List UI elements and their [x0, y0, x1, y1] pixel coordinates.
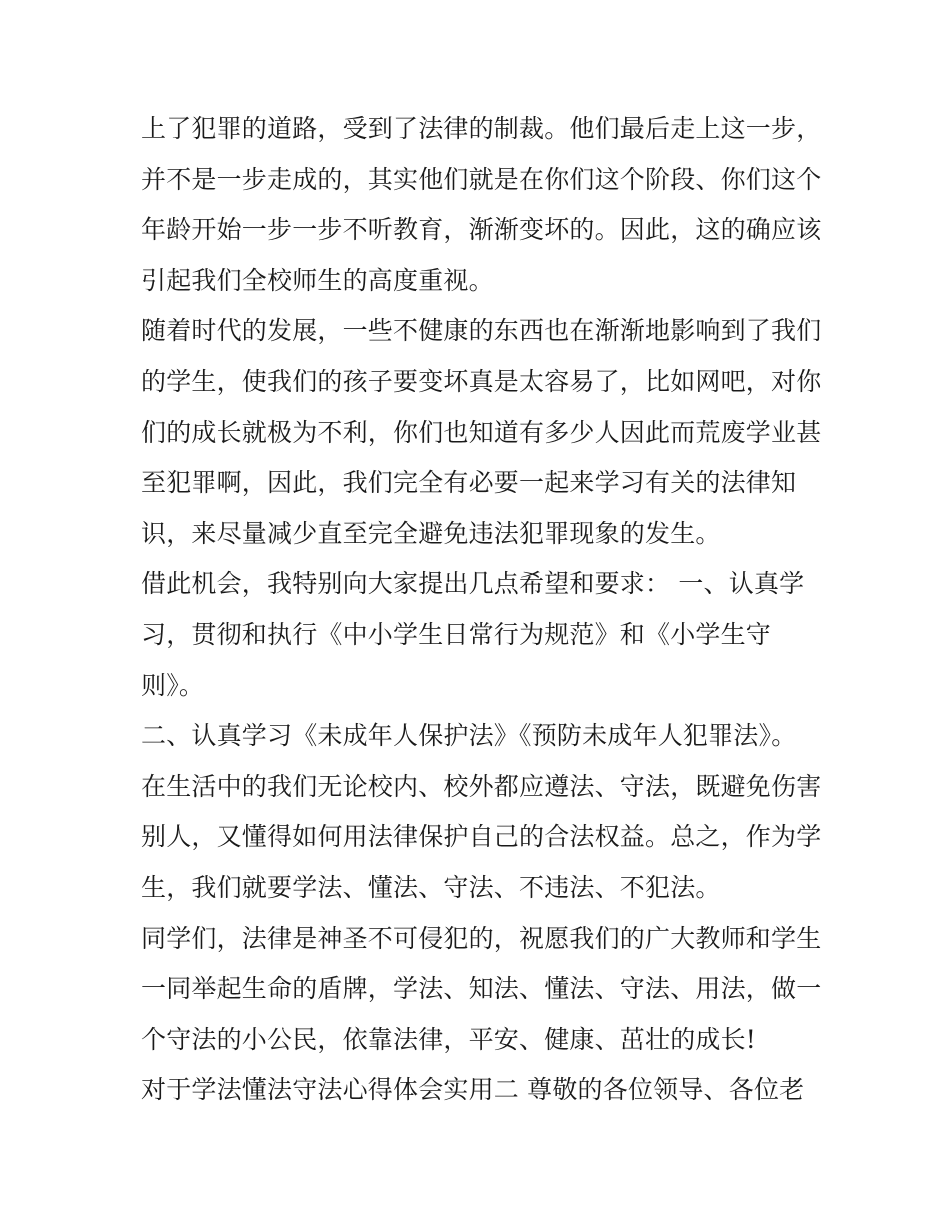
- text-line-7: 们的成长就极为不利，你们也知道有多少人因此而荒废学业甚: [141, 417, 822, 447]
- text-line-2: 并不是一步走成的，其实他们就是在你们这个阶段、你们这个: [141, 164, 822, 194]
- text-line-17: 同学们，法律是神圣不可侵犯的，祝愿我们的广大教师和学生: [141, 923, 822, 953]
- text-line-19: 个守法的小公民，依靠法律，平安、健康、茁壮的成长!: [141, 1024, 757, 1054]
- text-line-15: 别人，又懂得如何用法律保护自己的合法权益。总之，作为学: [141, 822, 822, 852]
- text-line-8: 至犯罪啊，因此，我们完全有必要一起来学习有关的法律知: [141, 468, 797, 498]
- text-line-14: 在生活中的我们无论校内、校外都应遵法、守法，既避免伤害: [141, 771, 822, 801]
- text-line-18: 一同举起生命的盾牌，学法、知法、懂法、守法、用法，做一: [141, 974, 822, 1004]
- text-line-3: 年龄开始一步一步不听教育，渐渐变坏的。因此，这的确应该: [141, 215, 822, 245]
- text-line-4: 引起我们全校师生的高度重视。: [141, 265, 494, 295]
- text-line-5: 随着时代的发展，一些不健康的东西也在渐渐地影响到了我们: [141, 316, 822, 346]
- text-line-6: 的学生，使我们的孩子要变坏真是太容易了，比如网吧，对你: [141, 366, 822, 396]
- text-line-11: 习，贯彻和执行《中小学生日常行为规范》和《小学生守: [141, 619, 772, 649]
- text-line-9: 识，来尽量减少直至完全避免违法犯罪现象的发生。: [141, 518, 721, 548]
- text-line-16: 生，我们就要学法、懂法、守法、不违法、不犯法。: [141, 872, 721, 902]
- document-body: [141, 104, 821, 1116]
- text-line-10: 借此机会，我特别向大家提出几点希望和要求： 一、认真学: [141, 569, 805, 599]
- text-line-12: 则》。: [141, 670, 205, 700]
- text-line-13: 二、认真学习《未成年人保护法》《预防未成年人犯罪法》。: [141, 721, 797, 751]
- text-line-1: 上了犯罪的道路，受到了法律的制裁。他们最后走上这一步，: [141, 114, 822, 143]
- text-line-20: 对于学法懂法守法心得体会实用二 尊敬的各位领导、各位老: [141, 1075, 805, 1105]
